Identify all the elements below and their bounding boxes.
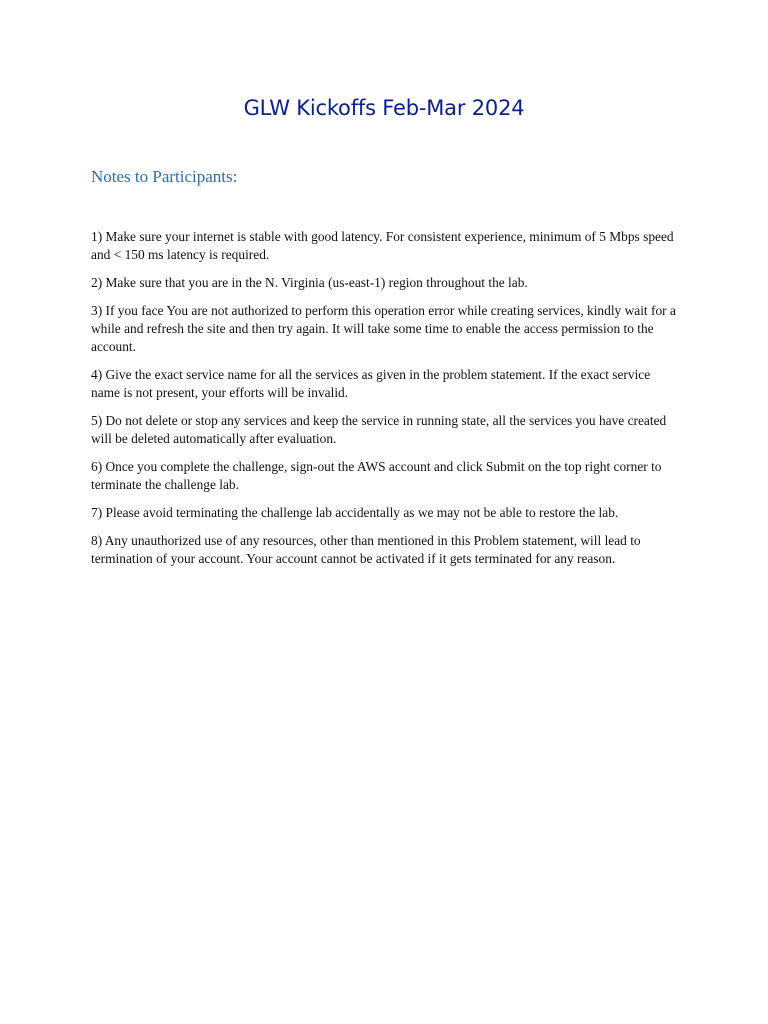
notes-heading: Notes to Participants:	[91, 167, 238, 186]
note-item: 2) Make sure that you are in the N. Virginia (us-east-1) region throughout the lab.	[91, 275, 528, 290]
note-item: 7) Please avoid terminating the challenge lab accidentally as we may not be able to restore the lab.	[91, 505, 619, 520]
note-item: 8) Any unauthorized use of any resources, other than mentioned in this Problem statement, will lead to termination of your account. Your account cannot be activated if it gets terminated for any reason.	[91, 533, 641, 566]
notes-list	[91, 228, 681, 578]
note-item: 3) If you face You are not authorized to perform this operation error while creating services, kindly wait for a while and refresh the site and then try again. It will take some time to enable the access permission to the account.	[91, 303, 676, 354]
note-item: 4) Give the exact service name for all the services as given in the problem statement. If the exact service name is not present, your efforts will be invalid.	[91, 367, 651, 400]
note-item: 5) Do not delete or stop any services and keep the service in running state, all the services you have created will be deleted automatically after evaluation.	[91, 413, 667, 446]
note-item: 1) Make sure your internet is stable with good latency. For consistent experience, minimum of 5 Mbps speed and < 150 ms latency is required.	[91, 229, 674, 262]
note-item: 6) Once you complete the challenge, sign-out the AWS account and click Submit on the top right corner to terminate the challenge lab.	[91, 459, 662, 492]
document-title: GLW Kickoffs Feb-Mar 2024	[243, 96, 525, 120]
